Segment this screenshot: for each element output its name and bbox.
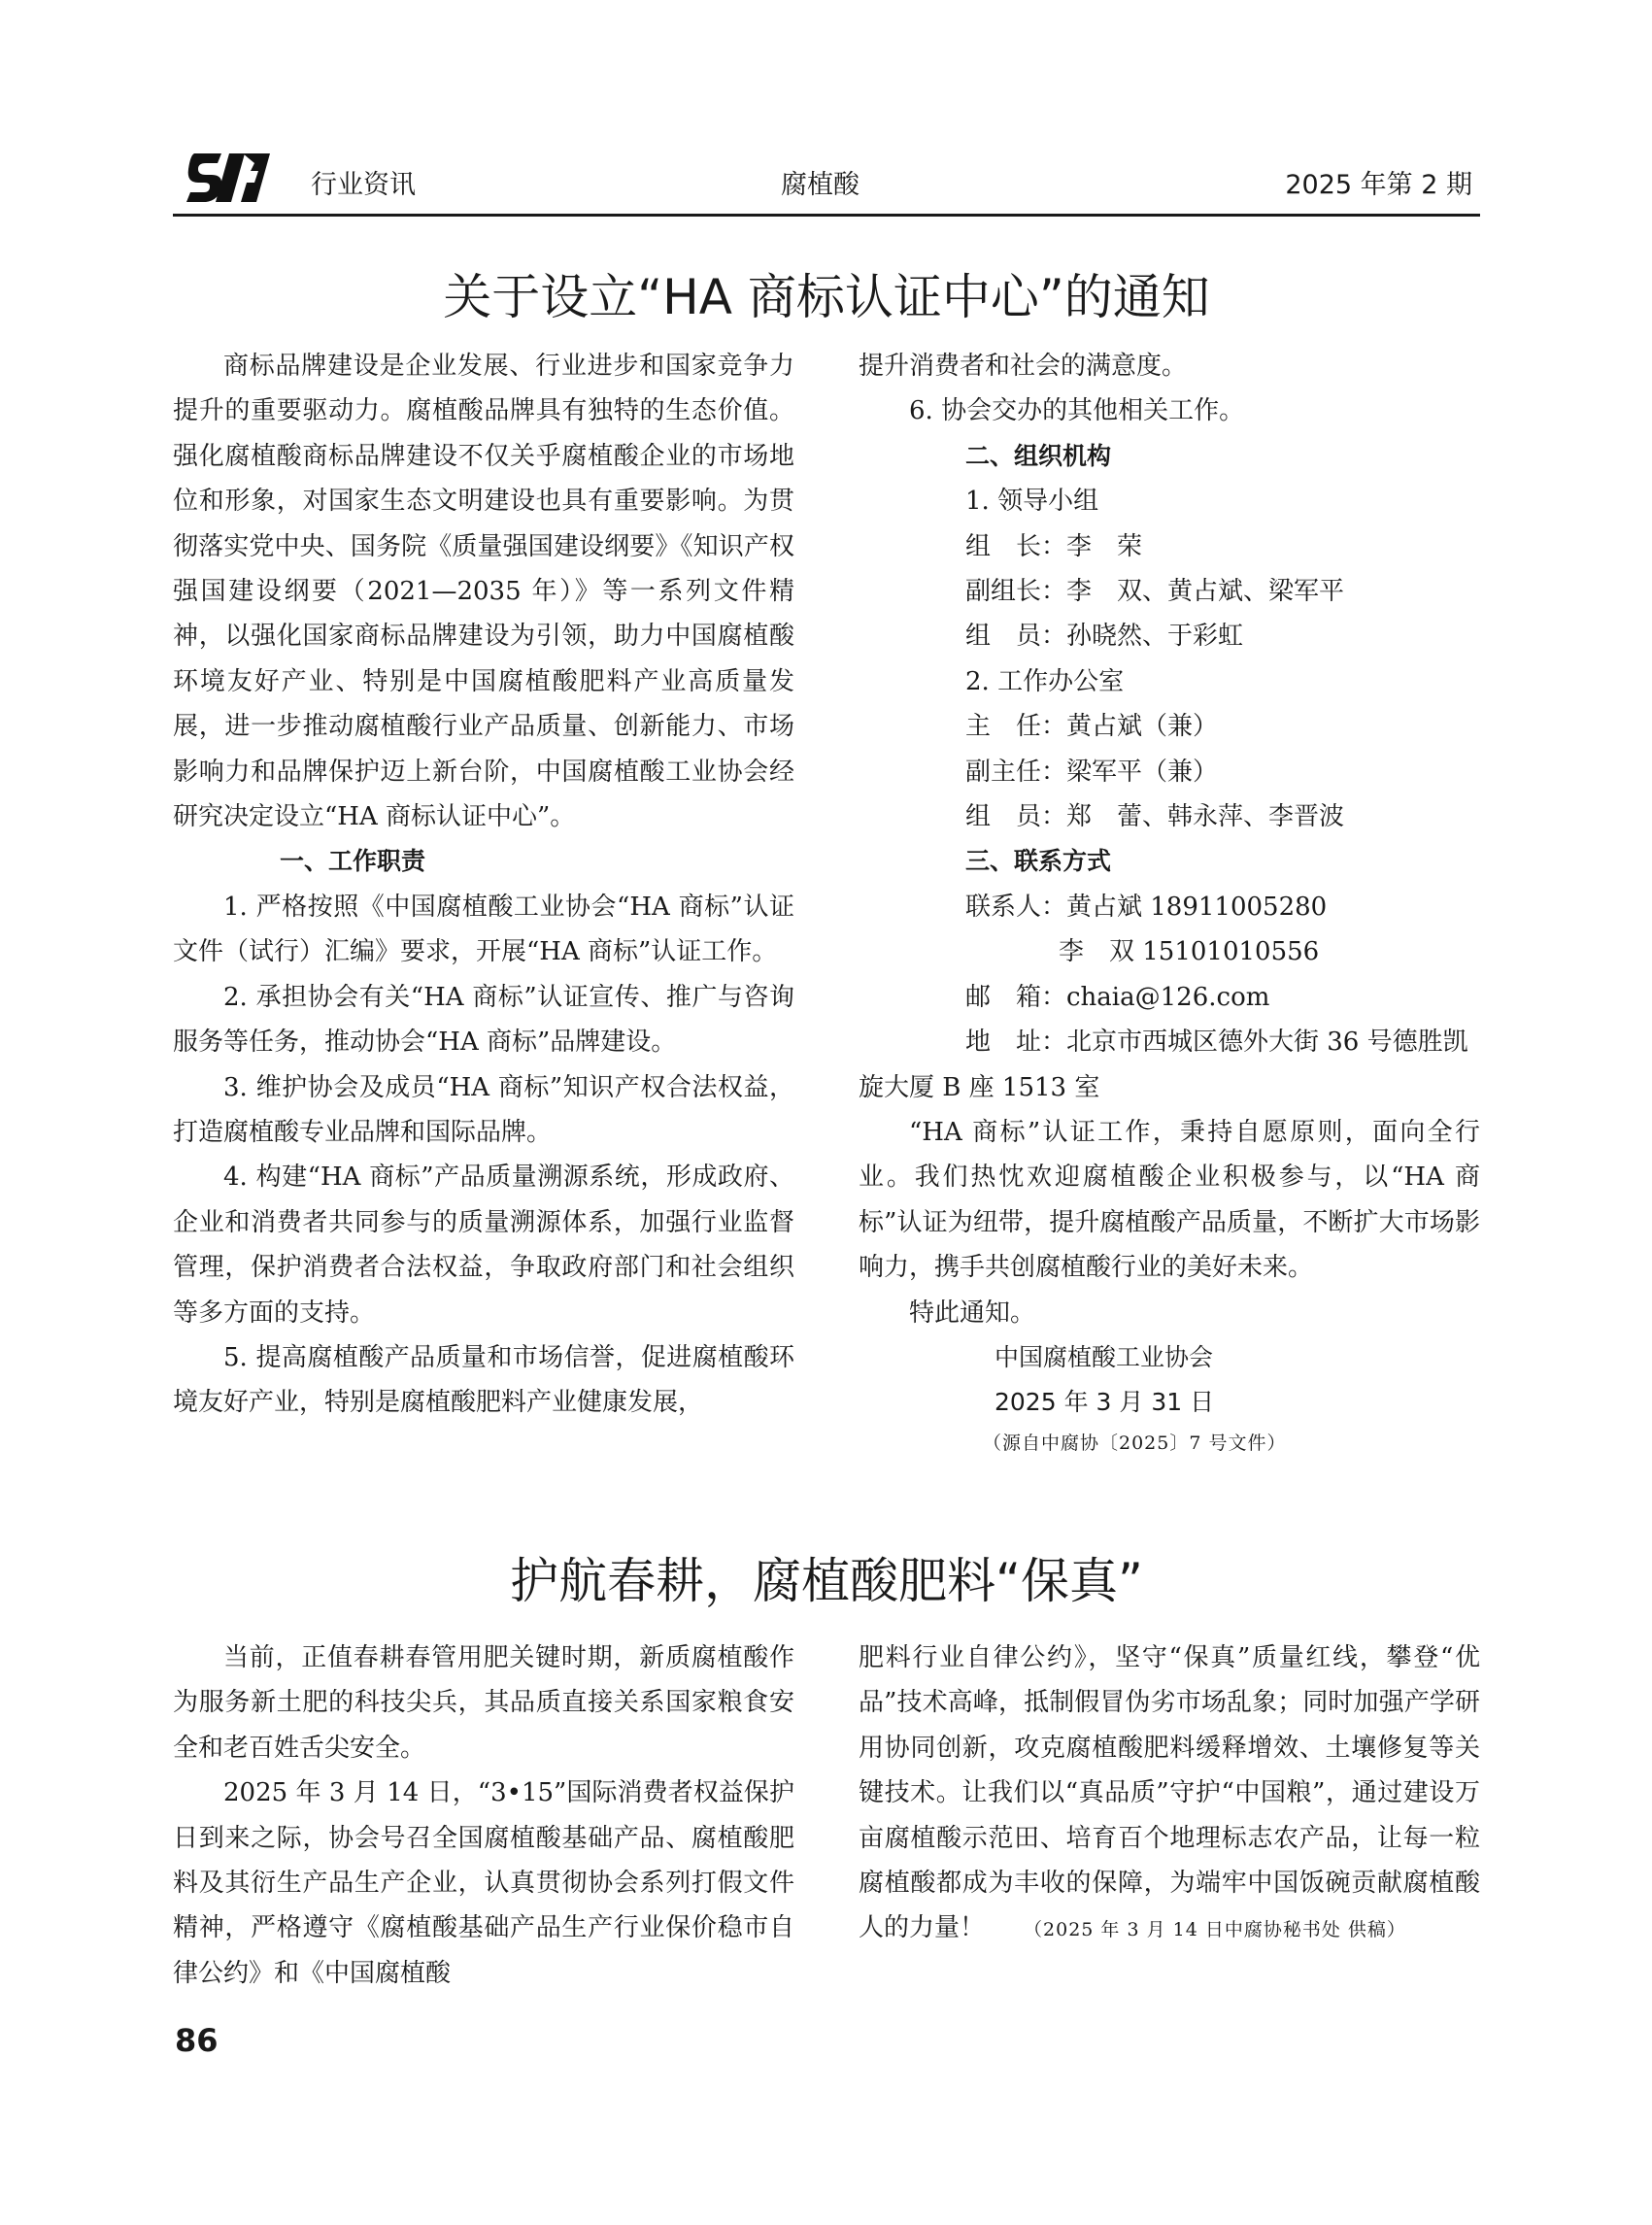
email: 邮 箱：chaia@126.com: [965, 982, 1270, 1012]
page-number: 86: [175, 2022, 219, 2059]
header-section: 行业资讯: [311, 170, 416, 200]
closing-paragraph: “HA 商标”认证工作，秉持自愿原则，面向全行业。我们热忱欢迎腐植酸企业积极参与，以“HA 商标”认证为纽带，提升腐植酸产品质量，不断扩大市场影响力，携手共创腐植酸行业的美好未来。: [859, 1117, 1480, 1283]
group1-title: 1. 领导小组: [965, 487, 1099, 517]
article2-para-2: 2025 年 3 月 14 日，“3•15”国际消费者权益保护日到来之际，协会号召全国腐植酸基础产品、腐植酸肥料及其衍生产品生产企业，认真贯彻协会系列打假文件精神，严格遵守《腐植酸基础产品生产行业保价稳市自律公约》和《中国腐植酸: [173, 1778, 794, 1988]
article1-left-column: [173, 344, 794, 1426]
article2-title: 护航春耕，腐植酸肥料“保真”: [510, 1553, 1143, 1609]
section2-heading: 二、组织机构: [965, 441, 1112, 470]
article1-source: （源自中腐协〔2025〕7 号文件）: [983, 1432, 1287, 1454]
article2-para-1: 当前，正值春耕春管用肥关键时期，新质腐植酸作为服务新土肥的科技尖兵，其品质直接关系国家粮食安全和老百姓舌尖安全。: [173, 1643, 794, 1763]
article2-source: （2025 年 3 月 14 日中腐协秘书处 供稿）: [1024, 1919, 1406, 1941]
vice-leaders: 副组长：李 双、黄占斌、梁军平: [965, 577, 1345, 607]
signature-date: 2025 年 3 月 31 日: [995, 1388, 1215, 1417]
leader: 组 长：李 荣: [965, 531, 1143, 561]
article2-para-2-continued: 肥料行业自律公约》，坚守“保真”质量红线，攀登“优品”技术高峰，抵制假冒伪劣市场乱象；同时加强产学研用协同创新，攻克腐植酸肥料缓释增效、土壤修复等关键技术。让我们以“真品质”守护“中国粮”，通过建设万亩腐植酸示范田、培育百个地理标志农产品，让每一粒腐植酸都成为丰收的保障，为端牢中国饭碗贡献腐植酸人的力量！ （2025 年 3 月 14 日中腐协秘书处 供稿）: [859, 1643, 1480, 1943]
section1-heading: 一、工作职责: [280, 847, 426, 876]
duty-4: 4. 构建“HA 商标”产品质量溯源系统，形成政府、企业和消费者共同参与的质量溯源体系，加强行业监督管理，保护消费者合法权益，争取政府部门和社会组织等多方面的支持。: [173, 1163, 794, 1328]
members-1: 组 员：孙晓然、于彩虹: [965, 622, 1244, 652]
contact-1: 联系人：黄占斌 18911005280: [965, 892, 1328, 922]
address-line-2: 旋大厦 B 座 1513 室: [859, 1072, 1100, 1102]
director: 主 任：黄占斌（兼）: [965, 712, 1219, 742]
vice-director: 副主任：梁军平（兼）: [965, 757, 1219, 787]
duty-2: 2. 承担协会有关“HA 商标”认证宣传、推广与咨询服务等任务，推动协会“HA 商标”品牌建设。: [173, 982, 794, 1058]
duty-5: 5. 提高腐植酸产品质量和市场信誉，促进腐植酸环境友好产业，特别是腐植酸肥料产业健康发展，: [173, 1342, 794, 1418]
signature-org: 中国腐植酸工业协会: [995, 1342, 1214, 1371]
journal-logo-icon: [185, 150, 272, 206]
duty-5-continued: 提升消费者和社会的满意度。: [859, 352, 1188, 381]
duty-3: 3. 维护协会及成员“HA 商标”知识产权合法权益，打造腐植酸专业品牌和国际品牌。: [173, 1072, 794, 1147]
members-2: 组 员：郑 蕾、韩永萍、李晋波: [965, 802, 1345, 832]
group2-title: 2. 工作办公室: [965, 666, 1125, 696]
article1-right-column: [859, 344, 1480, 1461]
address-line-1: 地 址：北京市西城区德外大街 36 号德胜凯: [965, 1028, 1468, 1058]
header-issue: 2025 年第 2 期: [1285, 170, 1472, 200]
article1-title: 关于设立“HA 商标认证中心”的通知: [443, 269, 1210, 325]
section3-heading: 三、联系方式: [965, 847, 1112, 876]
duty-6: 6. 协会交办的其他相关工作。: [909, 396, 1245, 426]
article1-intro: 商标品牌建设是企业发展、行业进步和国家竞争力提升的重要驱动力。腐植酸品牌具有独特的生态价值。强化腐植酸商标品牌建设不仅关乎腐植酸企业的市场地位和形象，对国家生态文明建设也具有重要影响。为贯彻落实党中央、国务院《质量强国建设纲要》《知识产权强国建设纲要（2021—2035 年）》等一系列文件精神，以强化国家商标品牌建设为引领，助力中国腐植酸环境友好产业、特别是中国腐植酸肥料产业高质量发展，进一步推动腐植酸行业产品质量、创新能力、市场影响力和品牌保护迈上新台阶，中国腐植酸工业协会经研究决定设立“HA 商标认证中心”。: [173, 352, 794, 832]
contact-2: 李 双 15101010556: [1059, 937, 1320, 967]
page-header: [173, 146, 1480, 217]
article2-right-column: [859, 1635, 1480, 1953]
notice-line: 特此通知。: [909, 1298, 1036, 1328]
duty-1: 1. 严格按照《中国腐植酸工业协会“HA 商标”认证文件（试行）汇编》要求，开展“HA 商标”认证工作。: [173, 892, 794, 967]
article2-left-column: [173, 1635, 794, 1996]
header-journal-name: 腐植酸: [781, 170, 860, 200]
